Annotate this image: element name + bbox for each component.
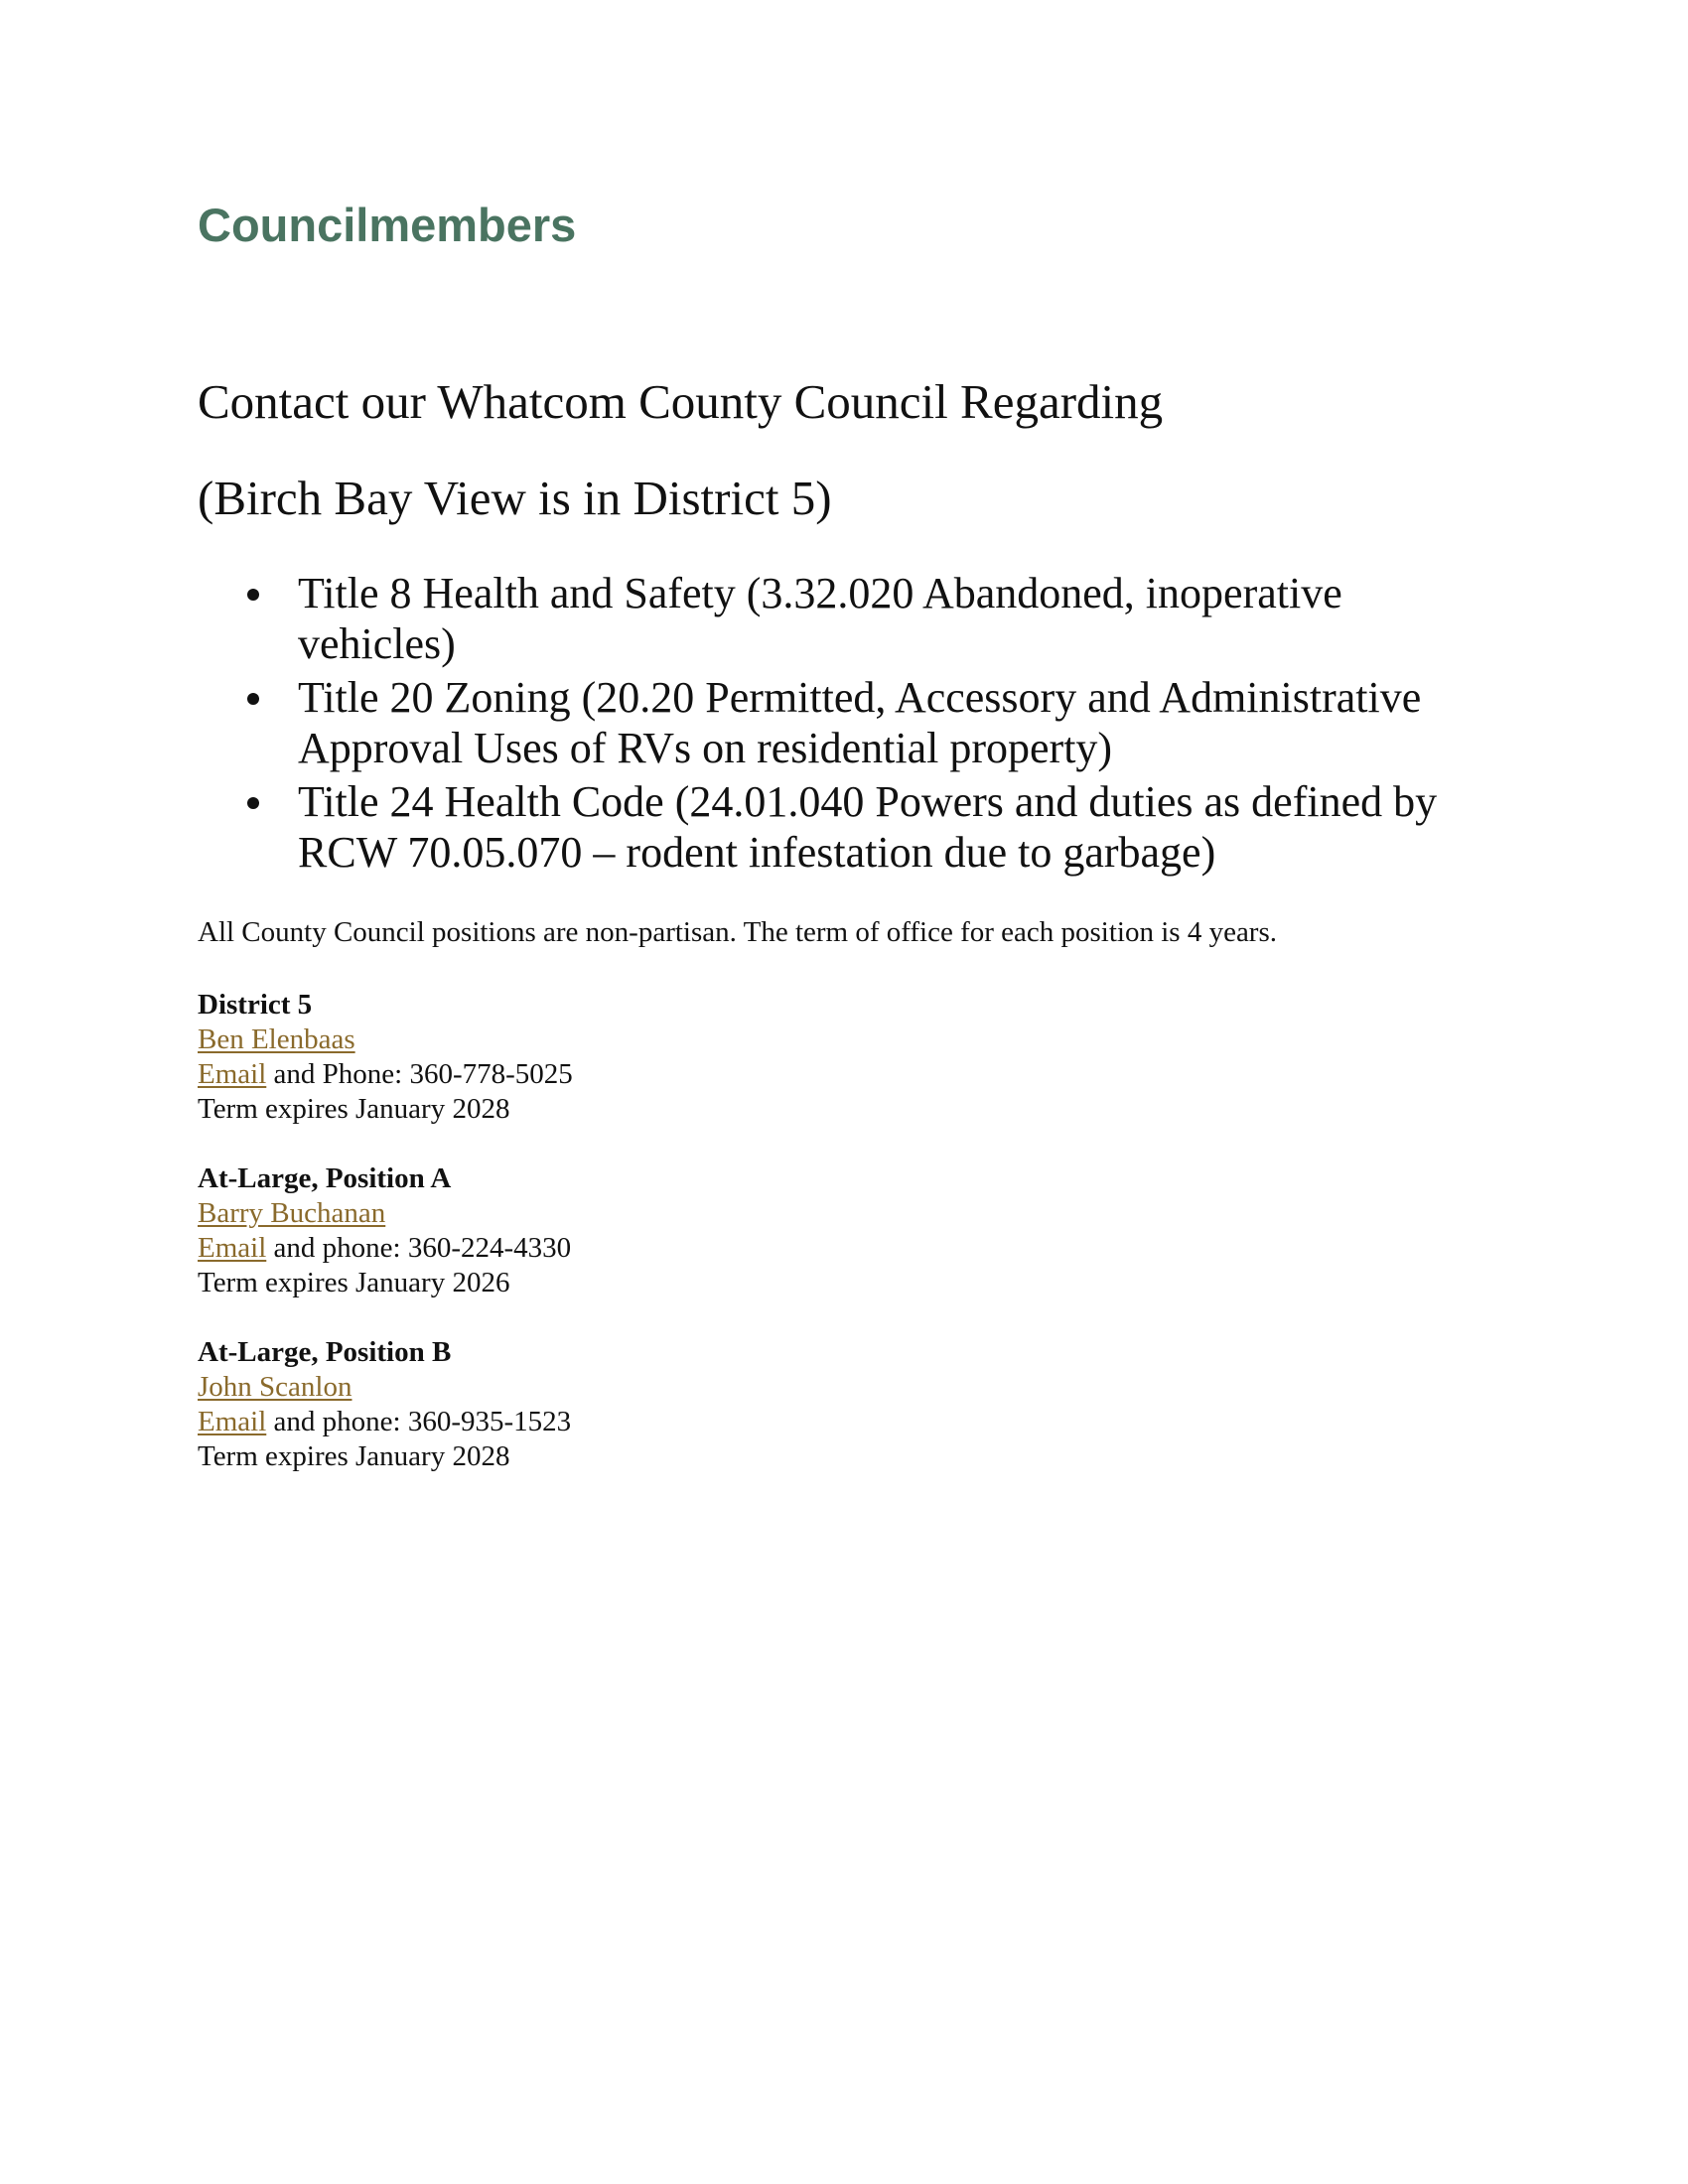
member-term: Term expires January 2028 [198, 1440, 510, 1472]
member-name-link[interactable]: John Scanlon [198, 1371, 352, 1403]
member-contact [198, 1405, 1091, 1439]
bullet-icon [247, 589, 259, 601]
topic-item [198, 776, 1470, 878]
member-position: District 5 [198, 989, 313, 1021]
topic-text: Title 20 Zoning (20.20 Permitted, Accessory and Administrative Approval Uses of RVs on residential property) [298, 673, 1422, 772]
page-title: Councilmembers [198, 199, 577, 251]
topic-list [198, 568, 1488, 878]
email-link[interactable]: Email [198, 1406, 267, 1437]
member-term: Term expires January 2028 [198, 1093, 510, 1125]
intro-line: Contact our Whatcom County Council Regarding [198, 374, 1164, 429]
phone-text: and phone: 360-935-1523 [266, 1406, 572, 1437]
phone-text: and Phone: 360-778-5025 [266, 1058, 573, 1090]
email-link[interactable]: Email [198, 1232, 267, 1264]
email-link[interactable]: Email [198, 1058, 267, 1090]
member-contact [198, 1057, 1091, 1092]
district-note: (Birch Bay View is in District 5) [198, 471, 832, 525]
member-list [198, 988, 1091, 1474]
member-entry-position-a [198, 1161, 1091, 1300]
member-name-link[interactable]: Ben Elenbaas [198, 1024, 355, 1055]
topic-item [198, 672, 1470, 773]
term-note: All County Council positions are non-partisan. The term of office for each position is 4 years. [198, 916, 1278, 948]
topic-text: Title 24 Health Code (24.01.040 Powers and duties as defined by RCW 70.05.070 – rodent infestation due to garbage) [298, 777, 1438, 877]
member-position: At-Large, Position B [198, 1336, 452, 1368]
member-contact [198, 1231, 1091, 1266]
phone-text: and phone: 360-224-4330 [266, 1232, 572, 1264]
topic-item [198, 568, 1470, 669]
member-position: At-Large, Position A [198, 1162, 452, 1194]
member-entry-position-b [198, 1335, 1091, 1474]
member-term: Term expires January 2026 [198, 1267, 510, 1298]
member-name-link[interactable]: Barry Buchanan [198, 1197, 386, 1229]
bullet-icon [247, 693, 259, 705]
topic-text: Title 8 Health and Safety (3.32.020 Abandoned, inoperative vehicles) [298, 569, 1342, 668]
bullet-icon [247, 797, 259, 809]
member-entry-district-5 [198, 988, 1091, 1127]
